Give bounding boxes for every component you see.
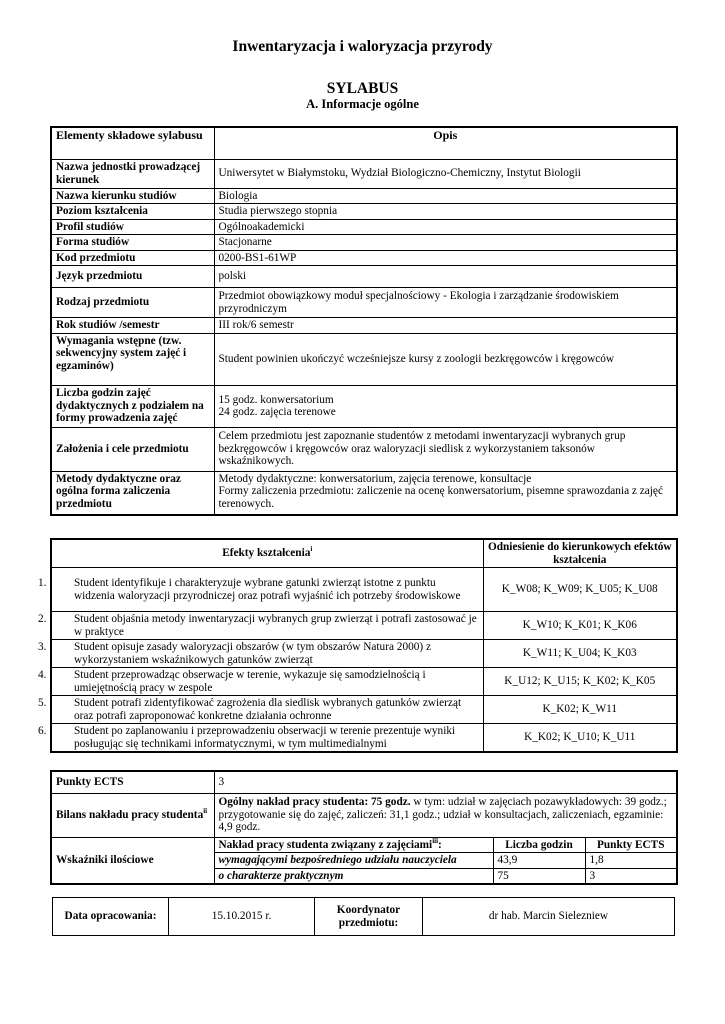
row-value: Celem przedmiotu jest zapoznanie studentów z metodami inwentaryzacji wybranych grup bezkręgowców i kręgowców oraz waloryzacji siedlisk z wykorzystaniem taksonów wskaźnikowych. [214, 427, 677, 471]
outcome-description: Student po zaplanowaniu i przeprowadzeniu obserwacji w terenie prezentuje wyniki posługując się technikami informatycznymi, w tym multimedialnymi [74, 725, 456, 750]
balance-label [51, 793, 214, 837]
row-value: Biologia [214, 188, 677, 204]
section-heading: A. Informacje ogólne [306, 97, 419, 111]
outcome-reference: K_W08; K_W09; K_U05; K_U08 [483, 568, 677, 612]
indicator-row-label: o charakterze praktycznym [214, 868, 493, 884]
document-title: Inwentaryzacja i waloryzacja przyrody [232, 38, 493, 55]
outcome-description: Student objaśnia metody inwentaryzacji wybranych grup zwierząt i potrafi zastosować je w praktyce [74, 613, 477, 638]
hours-column-head: Liczba godzin [493, 837, 585, 853]
balance-value [214, 793, 677, 837]
footnote-marker: ii [203, 806, 208, 815]
outcome-number: 5. [38, 697, 47, 709]
outcome-text [38, 612, 483, 640]
outcomes-head-left [51, 539, 483, 568]
general-head-right: Opis [214, 127, 677, 159]
methods-line-1: Metody dydaktyczne: konwersatorium, zajęcia terenowe, konsultacje [218, 472, 532, 485]
outcome-description: Student potrafi zidentyfikować zagrożenia dla siedlisk wybranych gatunków zwierząt oraz potrafi zaproponować konkretne działania ochronne [74, 697, 462, 722]
outcome-reference: K_K02; K_U10; K_U11 [483, 724, 677, 753]
row-value: Przedmiot obowiązkowy moduł specjalnościowy - Ekologia i zarządzanie środowiskiem przyrodniczym [214, 288, 677, 318]
methods-line-2: Formy zaliczenia przedmiotu: zaliczenie na ocenę konwersatorium, pisemne sprawozdania z zajęć terenowych. [218, 485, 663, 510]
row-label: Założenia i cele przedmiotu [51, 427, 214, 471]
row-label: Kod przedmiotu [51, 250, 214, 266]
outcome-text [38, 724, 483, 753]
ects-label: Punkty ECTS [51, 771, 214, 793]
sylabus-heading: SYLABUS [326, 80, 399, 97]
indicator-row-hours: 43,9 [493, 853, 585, 869]
row-label: Metody dydaktyczne oraz ogólna forma zaliczenia przedmiotu [51, 471, 214, 515]
row-label: Liczba godzin zajęć dydaktycznych z podziałem na formy prowadzenia zajęć [51, 385, 214, 427]
ects-table [50, 770, 678, 885]
balance-details: w tym: udział w zajęciach pozawykładowych: 39 godz.; przygotowanie się do zajęć, zaliczeń: 31,1 godz.; udział w konsultacjach, zaliczeniach, egzaminie: 4,9 godz. [218, 796, 667, 834]
outcome-text [38, 640, 483, 668]
footnote-marker: iii [432, 836, 439, 845]
date-label: Data opracowania: [53, 898, 169, 936]
learning-outcomes-table [38, 538, 678, 753]
coordinator-label: Koordynator przedmiotu: [315, 898, 423, 936]
outcome-reference: K_W11; K_U04; K_K03 [483, 640, 677, 668]
coordinator-value: dr hab. Marcin Sielezniew [423, 898, 675, 936]
row-label: Nazwa kierunku studiów [51, 188, 214, 204]
row-label: Forma studiów [51, 235, 214, 251]
balance-total: Ogólny nakład pracy studenta: 75 godz. [218, 796, 411, 809]
row-label: Wymagania wstępne (tzw. sekwencyjny system zajęć i egzaminów) [51, 333, 214, 385]
row-label: Poziom kształcenia [51, 204, 214, 220]
outcome-number: 6. [38, 725, 47, 737]
indicators-head-colon: : [438, 838, 442, 851]
outcome-reference: K_W10; K_K01; K_K06 [483, 612, 677, 640]
indicator-row-ects: 3 [585, 868, 677, 884]
row-value [214, 471, 677, 515]
row-label: Profil studiów [51, 219, 214, 235]
outcome-number: 1. [38, 577, 47, 589]
row-value: III rok/6 semestr [214, 318, 677, 334]
indicator-row-label: wymagającymi bezpośredniego udziału nauczyciela [214, 853, 493, 869]
row-value [214, 385, 677, 427]
outcome-text [38, 568, 483, 612]
indicators-head-text: Nakład pracy studenta związany z zajęciami [218, 838, 433, 851]
outcome-text [38, 696, 483, 724]
outcome-reference: K_U12; K_U15; K_K02; K_K05 [483, 668, 677, 696]
row-value: Student powinien ukończyć wcześniejsze kursy z zoologii bezkręgowców i kręgowców [214, 333, 677, 385]
row-value: 0200-BS1-61WP [214, 250, 677, 266]
hours-line-2: 24 godz. zajęcia terenowe [218, 406, 336, 418]
balance-label-text: Bilans nakładu pracy studenta [56, 808, 204, 821]
indicator-row-ects: 1,8 [585, 853, 677, 869]
general-info-table [50, 126, 678, 516]
general-head-left: Elementy składowe sylabusu [51, 127, 214, 159]
footnote-marker: i [310, 545, 313, 554]
outcome-number: 4. [38, 669, 47, 681]
row-label: Nazwa jednostki prowadzącej kierunek [51, 159, 214, 188]
row-value: polski [214, 266, 677, 288]
outcomes-head-text: Efekty kształcenia [222, 547, 311, 560]
outcomes-head-right: Odniesienie do kierunkowych efektów kształcenia [483, 539, 677, 568]
ects-value: 3 [214, 771, 677, 793]
indicator-row-hours: 75 [493, 868, 585, 884]
outcome-reference: K_K02; K_W11 [483, 696, 677, 724]
outcome-description: Student identyfikuje i charakteryzuje wybrane gatunki zwierząt istotne z punktu widzenia waloryzacji przyrodniczej oraz potrafi wyjaśnić ich potrzeby środowiskowe [74, 577, 461, 602]
outcome-number: 3. [38, 641, 47, 653]
indicators-head [214, 837, 493, 853]
date-value: 15.10.2015 r. [169, 898, 315, 936]
ects-column-head: Punkty ECTS [585, 837, 677, 853]
row-value: Uniwersytet w Białymstoku, Wydział Biologiczno-Chemiczny, Instytut Biologii [214, 159, 677, 188]
row-label: Rodzaj przedmiotu [51, 288, 214, 318]
footer-table [52, 897, 675, 936]
outcome-description: Student przeprowadząc obserwacje w terenie, wykazuje się samodzielnością i umiejętnością pracy w zespole [74, 669, 426, 694]
row-value: Stacjonarne [214, 235, 677, 251]
row-value: Studia pierwszego stopnia [214, 204, 677, 220]
row-label: Język przedmiotu [51, 266, 214, 288]
row-value: Ogólnoakademicki [214, 219, 677, 235]
outcome-description: Student opisuje zasady waloryzacji obszarów (w tym obszarów Natura 2000) z wykorzystaniem wskaźnikowych gatunków zwierząt [74, 641, 431, 666]
row-label: Rok studiów /semestr [51, 318, 214, 334]
hours-line-1: 15 godz. konwersatorium [218, 393, 334, 406]
outcome-number: 2. [38, 613, 47, 625]
indicators-label: Wskaźniki ilościowe [51, 837, 214, 884]
outcome-text [38, 668, 483, 696]
